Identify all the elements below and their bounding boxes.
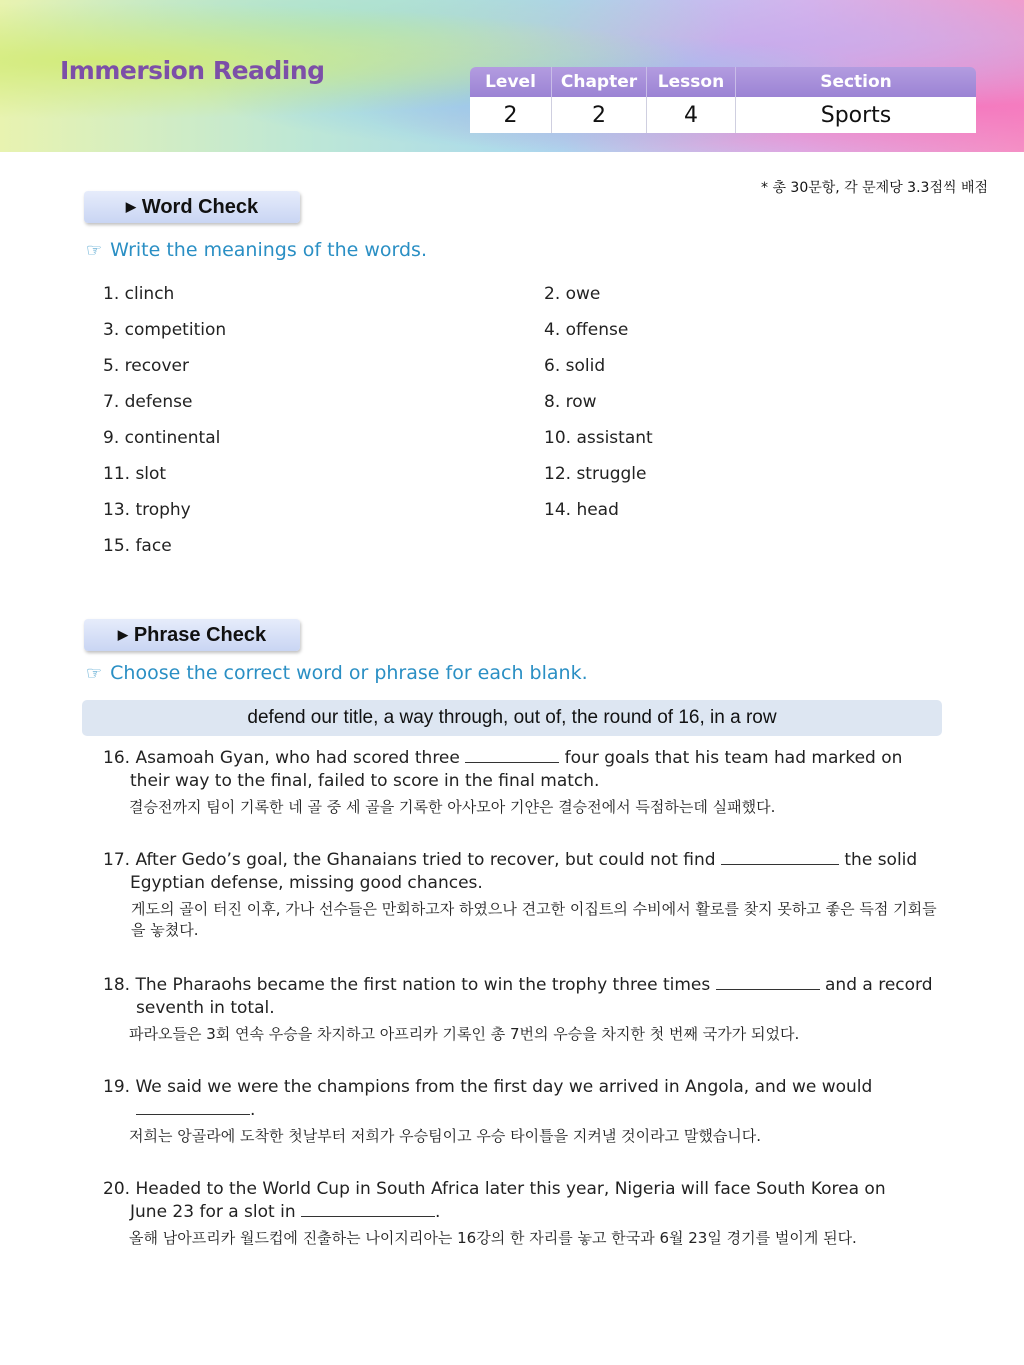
brand-title: Immersion Reading — [60, 56, 325, 85]
question-text: 16. Asamoah Gyan, who had scored three — [103, 748, 460, 768]
section-value: Sports — [820, 102, 892, 128]
word-item: 14. head — [544, 500, 619, 520]
pointing-hand-icon: ☞ — [86, 663, 103, 684]
level-heading: Level — [470, 67, 552, 97]
lesson-info-table — [470, 67, 976, 133]
pointing-hand-icon: ☞ — [86, 240, 103, 261]
korean-translation: 올해 남아프리카 월드컵에 진출하는 나이지리아는 16강의 한 자리를 놓고 한국과 6월 23일 경기를 벌이게 된다. — [129, 1229, 857, 1247]
question-line — [103, 849, 955, 872]
answer-blank[interactable] — [721, 850, 839, 865]
question-19 — [103, 1076, 955, 1147]
word-item: 13. trophy — [103, 500, 191, 520]
word-check-title — [84, 191, 300, 223]
word-item: 1. clinch — [103, 284, 175, 304]
lesson-value: 4 — [647, 97, 736, 133]
word-item: 9. continental — [103, 428, 221, 448]
question-text: 17. After Gedo’s goal, the Ghanaians tried to recover, but could not find — [103, 850, 716, 870]
word-item: 3. competition — [103, 320, 227, 340]
score-note: * 총 30문항, 각 문제당 3.3점씩 배점 — [761, 180, 988, 196]
word-check-label: Word Check — [141, 195, 259, 218]
play-triangle-icon: ▶ — [125, 199, 136, 214]
phrase-check-instruction — [86, 662, 588, 684]
question-text: their way to the final, failed to score in the final match. — [130, 771, 600, 791]
word-item: 4. offense — [544, 320, 629, 340]
lesson-info-values — [470, 97, 976, 133]
question-20 — [103, 1178, 955, 1249]
phrase-check-title — [84, 619, 300, 651]
question-18 — [103, 974, 955, 1045]
answer-blank[interactable] — [136, 1100, 250, 1115]
question-text: four goals that his team had marked on — [564, 748, 903, 768]
question-line — [103, 1201, 955, 1224]
korean-translation: 파라오들은 3회 연속 우승을 차지하고 아프리카 기록인 총 7번의 우승을 차지한 첫 번째 국가가 되었다. — [129, 1025, 800, 1043]
lesson-info-header — [470, 67, 976, 97]
question-text: and a record — [825, 975, 933, 995]
question-line — [103, 1099, 955, 1122]
question-text: 18. The Pharaohs became the first nation to win the trophy three times — [103, 975, 711, 995]
answer-blank[interactable] — [301, 1202, 435, 1217]
question-text: June 23 for a slot in — [130, 1202, 296, 1222]
phrase-check-label: Phrase Check — [133, 623, 267, 646]
word-check-instruction — [86, 239, 427, 261]
word-item: 6. solid — [544, 356, 606, 376]
lesson-heading: Lesson — [647, 67, 736, 97]
word-item: 15. face — [103, 536, 172, 556]
chapter-value: 2 — [552, 97, 647, 133]
question-text: 20. Headed to the World Cup in South Africa later this year, Nigeria will face South Korea on — [103, 1179, 886, 1199]
question-text: . — [250, 1100, 256, 1120]
word-item: 10. assistant — [544, 428, 653, 448]
word-item: 5. recover — [103, 356, 189, 376]
word-bank: defend our title, a way through, out of, the round of 16, in a row — [82, 700, 942, 736]
word-item: 8. row — [544, 392, 597, 412]
question-text: seventh in total. — [136, 998, 275, 1018]
word-item: 7. defense — [103, 392, 193, 412]
korean-translation: 결승전까지 팀이 기록한 네 골 중 세 골을 기록한 아사모아 기얀은 결승전에서 득점하는데 실패했다. — [129, 798, 776, 816]
question-16 — [103, 747, 955, 818]
phrase-check-instruction-text: Choose the correct word or phrase for each blank. — [110, 662, 588, 684]
word-check-instruction-text: Write the meanings of the words. — [110, 239, 427, 261]
question-line — [103, 747, 955, 770]
chapter-heading: Chapter — [552, 67, 647, 97]
level-value: 2 — [470, 97, 552, 133]
question-17 — [103, 849, 955, 941]
question-text: . — [435, 1202, 441, 1222]
word-item: 11. slot — [103, 464, 167, 484]
korean-translation: 게도의 골이 터진 이후, 가나 선수들은 만회하고자 하였으나 견고한 이집트의 수비에서 활로를 찾지 못하고 좋은 득점 기회들을 놓쳤다. — [131, 900, 937, 939]
section-heading: Section — [820, 72, 892, 92]
question-line — [103, 974, 955, 997]
answer-blank[interactable] — [716, 975, 820, 990]
play-triangle-icon: ▶ — [117, 627, 128, 642]
word-item: 2. owe — [544, 284, 601, 304]
question-text: Egyptian defense, missing good chances. — [130, 873, 483, 893]
question-text: 19. We said we were the champions from the first day we arrived in Angola, and we would — [103, 1077, 873, 1097]
word-item: 12. struggle — [544, 464, 647, 484]
header-banner — [0, 0, 1024, 152]
korean-translation: 저희는 앙골라에 도착한 첫날부터 저희가 우승팀이고 우승 타이틀을 지켜낼 것이라고 말했습니다. — [129, 1127, 762, 1145]
question-text: the solid — [844, 850, 918, 870]
answer-blank[interactable] — [465, 748, 559, 763]
